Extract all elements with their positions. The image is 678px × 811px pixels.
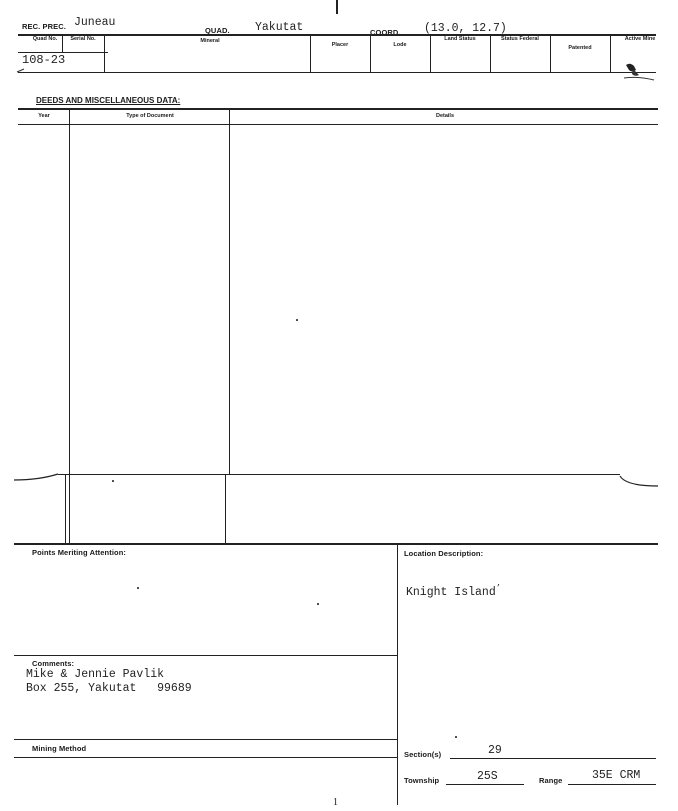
range-underline — [568, 784, 656, 785]
col-placer: Placer — [331, 42, 349, 48]
section-value: 29 — [488, 744, 502, 757]
range-value: 35E CRM — [592, 769, 641, 782]
coord-label: COORD. — [370, 28, 401, 37]
active-mine-mark-icon — [620, 60, 660, 82]
claim-table-divider — [550, 34, 551, 72]
deeds-year-divider — [69, 108, 70, 543]
claim-table-top-border — [18, 34, 656, 36]
col-active-mine: Active Mine — [624, 36, 656, 42]
deeds-title: DEEDS AND MISCELLANEOUS DATA: — [36, 96, 181, 105]
col-patented: Patented — [568, 45, 592, 51]
col-mineral: Mineral — [200, 38, 220, 44]
col-lode: Lode — [393, 42, 407, 48]
township-underline — [446, 784, 524, 785]
location-superscript-mark: ’ — [496, 584, 501, 593]
col-type-of-document: Type of Document — [126, 113, 174, 119]
deeds-header-border — [18, 124, 658, 125]
fold-curl-right — [618, 474, 660, 490]
mining-method-border — [14, 757, 397, 758]
claim-table-divider — [370, 34, 371, 72]
lower-section-top-border — [14, 543, 658, 545]
points-meriting-attention-label: Points Meriting Attention: — [32, 548, 126, 557]
deeds-top-border — [18, 108, 658, 110]
claim-table-divider — [62, 34, 63, 52]
col-year: Year — [38, 113, 50, 119]
township-label: Township — [404, 776, 440, 785]
comments-line-2: Box 255, Yakutat 99689 — [26, 682, 192, 695]
deeds-year-divider-lower — [65, 475, 66, 543]
fold-line — [58, 474, 620, 475]
col-details: Details — [435, 113, 455, 119]
mining-method-label: Mining Method — [32, 744, 87, 753]
section-underline — [450, 758, 656, 759]
col-serial-no: Serial No. — [70, 36, 96, 42]
col-status-federal: Status Federal — [501, 36, 539, 42]
quad-value: Yakutat — [255, 21, 304, 34]
section-label: Section(s) — [404, 750, 442, 759]
speck — [317, 603, 319, 605]
speck — [455, 736, 457, 738]
claim-table-divider — [430, 34, 431, 72]
quad-label: QUAD. — [205, 26, 230, 35]
township-value: 25S — [477, 770, 498, 783]
lower-section-divider — [397, 543, 398, 805]
claim-table-bottom-border — [18, 72, 656, 73]
location-description-value: Knight Island — [406, 586, 496, 599]
comments-line-1: Mike & Jennie Pavlik — [26, 668, 165, 681]
deeds-type-divider-lower — [225, 475, 226, 543]
comments-label: Comments: — [32, 659, 75, 668]
col-land-status: Land Status — [444, 36, 476, 42]
top-tick-mark — [336, 0, 338, 14]
quad-serial-value: 108-23 — [22, 53, 66, 67]
page-number: 1 — [333, 797, 338, 808]
location-description-label: Location Description: — [404, 549, 484, 558]
speck — [112, 480, 114, 482]
deeds-type-divider — [229, 108, 230, 475]
claim-table-divider — [490, 34, 491, 72]
speck — [296, 319, 298, 321]
rec-prec-label: REC. PREC. — [22, 22, 66, 31]
claim-table-divider — [610, 34, 611, 72]
margin-mark — [16, 66, 26, 74]
speck — [137, 587, 139, 589]
claim-table-divider — [104, 34, 105, 72]
range-label: Range — [539, 776, 563, 785]
coord-value: (13.0, 12.7) — [424, 22, 507, 35]
col-quad-no: Quad No. — [32, 36, 58, 42]
fold-curl-left — [14, 470, 64, 482]
comments-bottom-border — [14, 739, 397, 740]
rec-prec-value: Juneau — [74, 16, 116, 29]
claim-table-divider — [310, 34, 311, 72]
points-bottom-border — [14, 655, 397, 656]
